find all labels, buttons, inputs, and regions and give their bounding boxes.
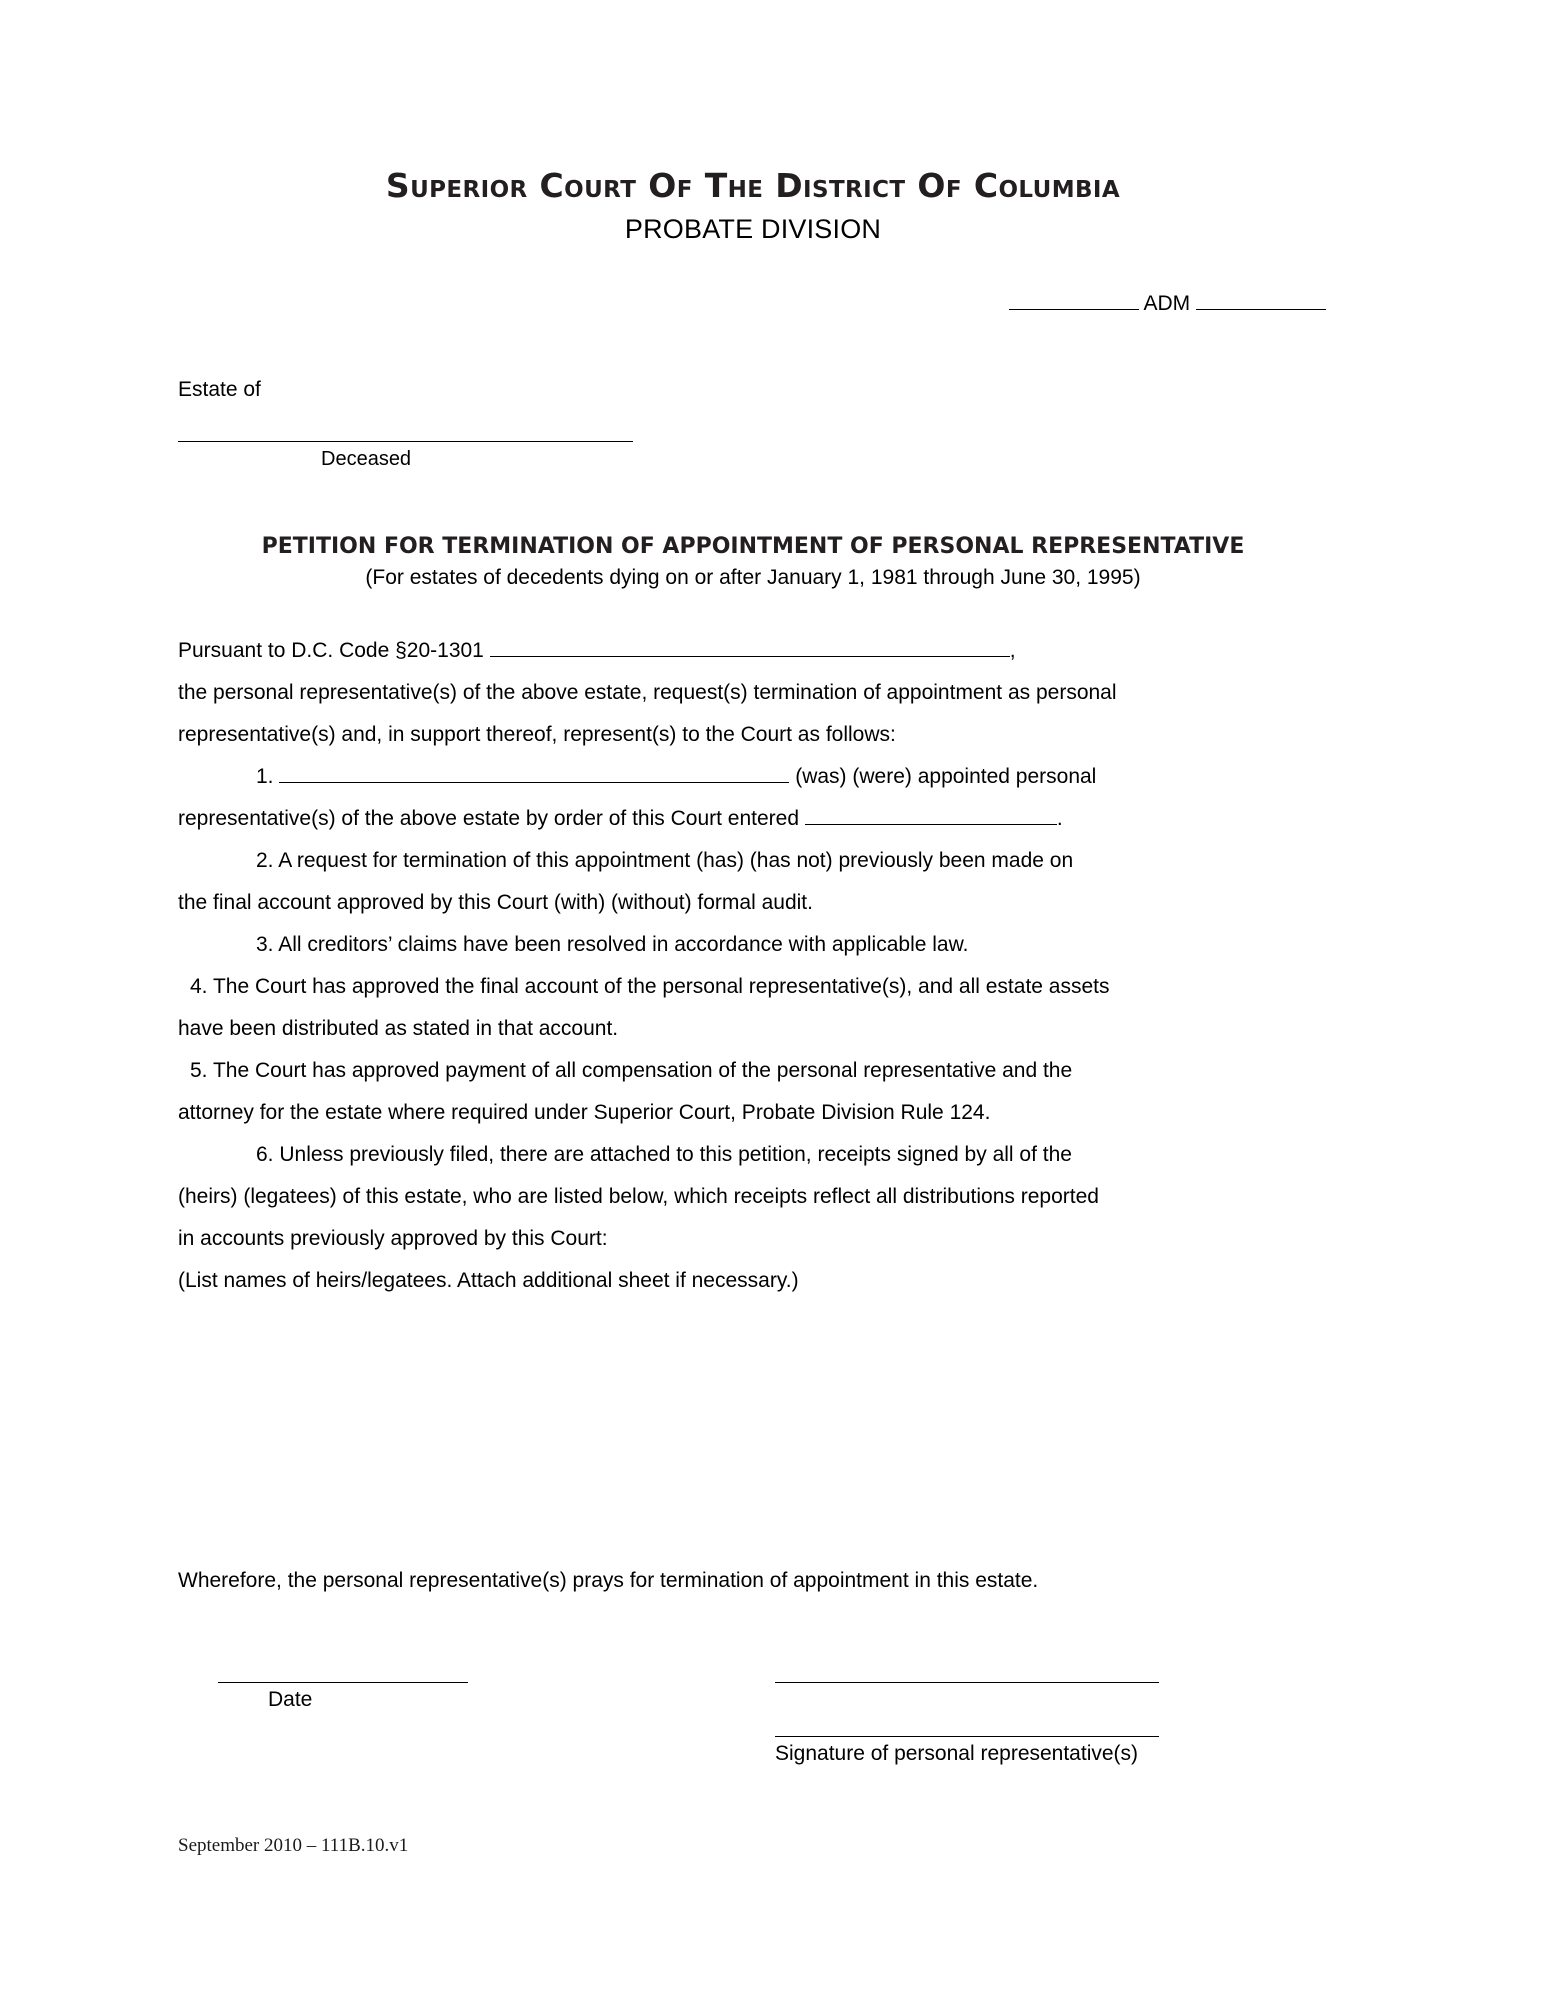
wherefore-statement: Wherefore, the personal representative(s) prays for termination of appointment in this estate. (178, 1569, 1039, 1593)
item-6-line-1: 6. Unless previously filed, there are attached to this petition, receipts signed by all of the (256, 1143, 1072, 1167)
code-citation-field[interactable] (490, 635, 1010, 657)
adm-label: ADM (1143, 292, 1191, 316)
item-5-line-2: attorney for the estate where required under Superior Court, Probate Division Rule 124. (178, 1101, 991, 1125)
item-1-line-2-pre: representative(s) of the above estate by order of this Court entered (178, 807, 800, 831)
signature-field-2[interactable] (775, 1736, 1159, 1737)
deceased-label: Deceased (321, 448, 412, 471)
estate-of-label: Estate of (178, 378, 261, 402)
petition-body (178, 630, 1328, 1602)
intro-line-1 (178, 630, 1328, 672)
item-4-line-1: 4. The Court has approved the final account of the personal representative(s), and all estate assets (190, 975, 1110, 999)
case-number-prefix-field[interactable] (1009, 287, 1139, 310)
item-5-line-1: 5. The Court has approved payment of all compensation of the personal representative and the (190, 1059, 1073, 1083)
item-4-line-2: have been distributed as stated in that account. (178, 1017, 619, 1041)
item-1-line-1 (178, 756, 1328, 798)
date-label: Date (268, 1688, 313, 1712)
division-title: PROBATE DIVISION (624, 214, 882, 245)
item-1-line-2 (178, 798, 1328, 840)
form-revision-footer: September 2010 – 111B.10.v1 (178, 1835, 409, 1856)
item-2-line-2: the final account approved by this Court (with) (without) formal audit. (178, 891, 813, 915)
page-title: PETITION FOR TERMINATION OF APPOINTMENT OF PERSONAL REPRESENTATIVE (261, 534, 1245, 560)
list-instruction: (List names of heirs/legatees. Attach additional sheet if necessary.) (178, 1269, 799, 1293)
intro-lead: Pursuant to D.C. Code §20-1301 (178, 639, 484, 663)
petition-subtitle: (For estates of decedents dying on or after January 1, 1981 through June 30, 1995) (365, 566, 1141, 590)
intro-line-3: representative(s) and, in support thereof, represent(s) to the Court as follows: (178, 723, 896, 747)
item-1-number: 1. (256, 765, 274, 789)
heirs-legatees-list-area[interactable] (178, 1302, 1328, 1560)
item-3-line-1: 3. All creditors’ claims have been resolved in accordance with applicable law. (256, 933, 969, 957)
signature-field-1[interactable] (775, 1682, 1159, 1683)
intro-comma: , (1009, 639, 1016, 663)
intro-line-2: the personal representative(s) of the above estate, request(s) termination of appointment as personal (178, 681, 1117, 705)
item-1-line-2-post: . (1056, 807, 1063, 831)
signature-block (178, 1658, 1328, 1848)
decedent-name-field[interactable] (178, 440, 633, 442)
representative-name-field[interactable] (279, 761, 789, 783)
item-1-text: (was) (were) appointed personal (795, 765, 1097, 789)
item-6-line-2: (heirs) (legatees) of this estate, who are listed below, which receipts reflect all distributions reported (178, 1185, 1099, 1209)
item-6-line-3: in accounts previously approved by this Court: (178, 1227, 608, 1251)
item-2-line-1: 2. A request for termination of this appointment (has) (has not) previously been made on (256, 849, 1074, 873)
case-number-line (178, 287, 1328, 316)
case-number-suffix-field[interactable] (1196, 287, 1326, 310)
signature-label: Signature of personal representative(s) (775, 1742, 1139, 1766)
date-field[interactable] (218, 1682, 468, 1683)
document-content (178, 0, 1328, 1848)
order-date-field[interactable] (805, 803, 1057, 825)
court-title: Superior Court Of The District Of Columbia (385, 166, 1121, 205)
